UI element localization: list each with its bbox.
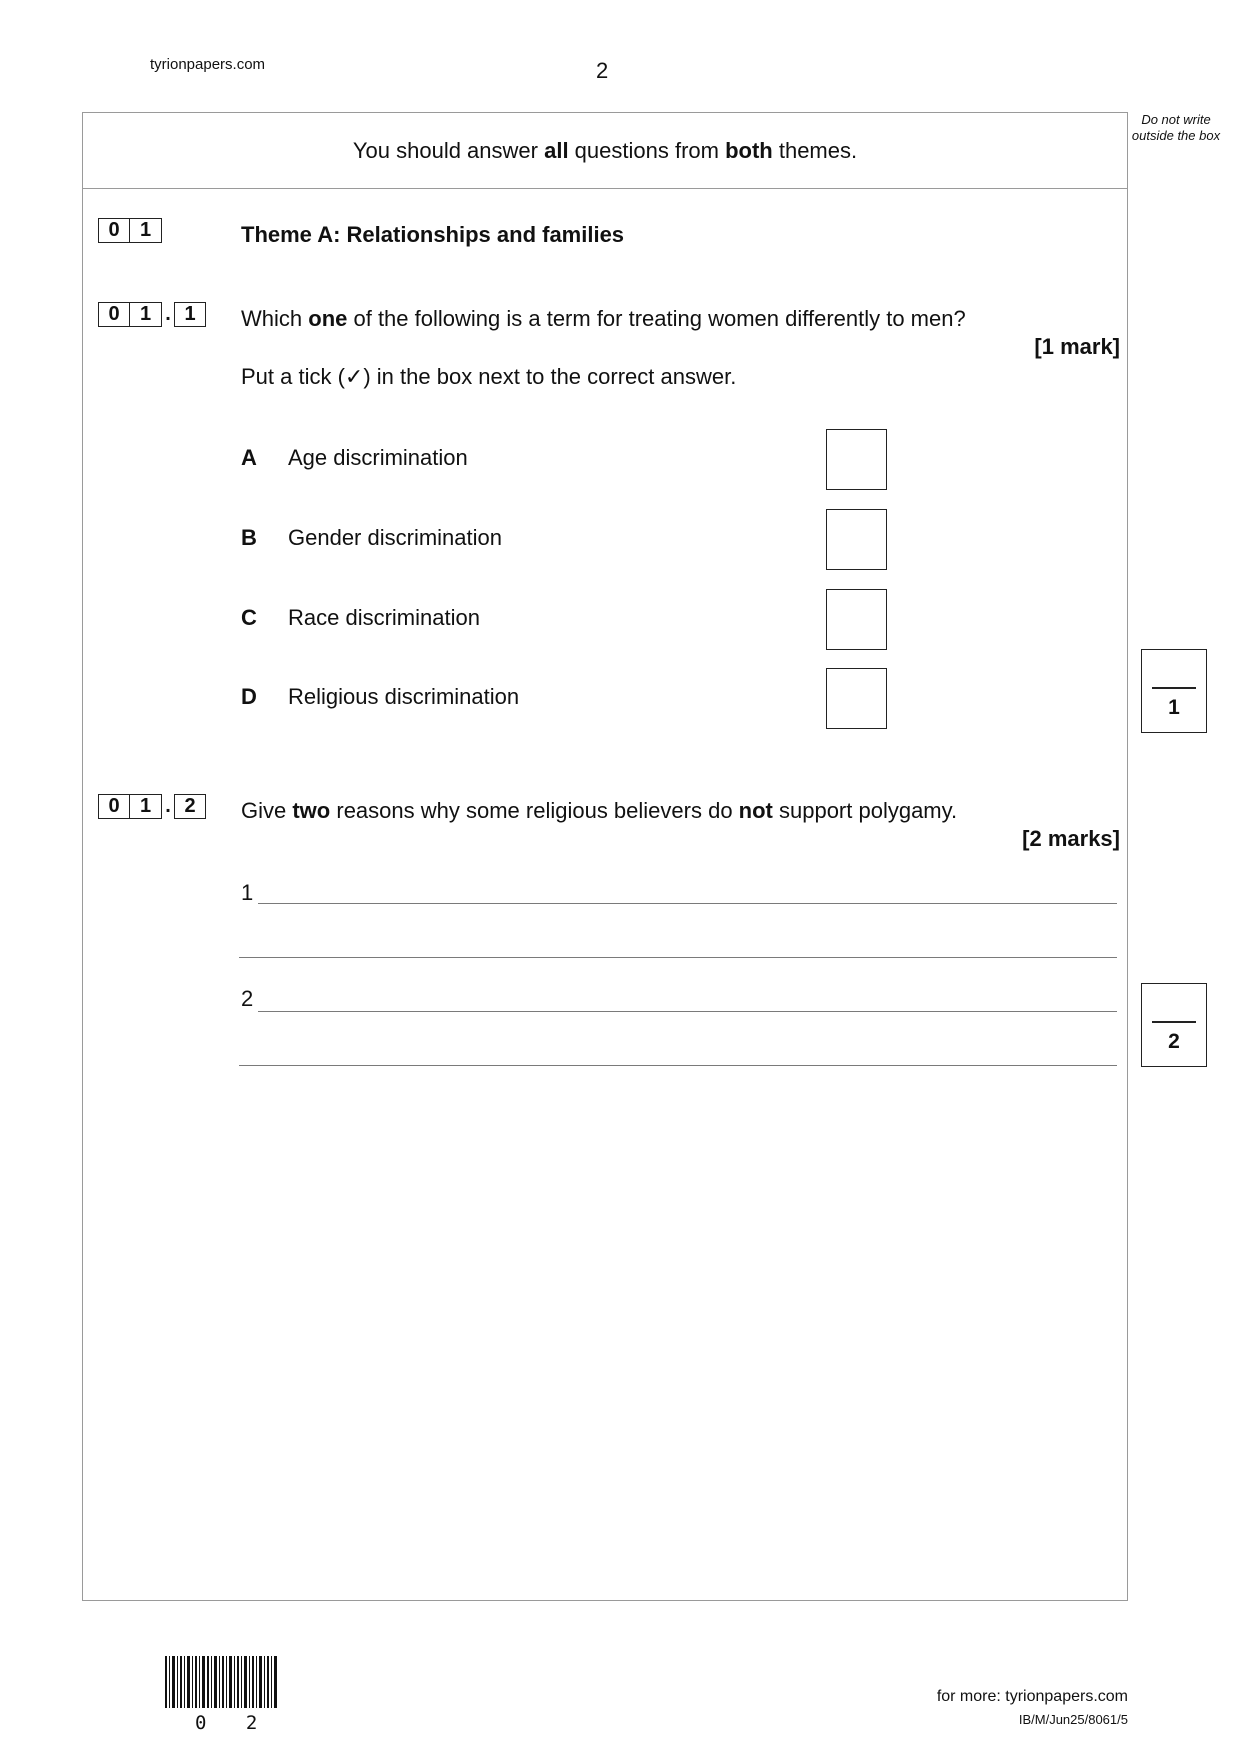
answer-line[interactable] xyxy=(258,1011,1117,1012)
footer-link: for more: tyrionpapers.com xyxy=(936,1688,1128,1705)
margin-note: Do not write outside the box xyxy=(1131,112,1221,143)
mark-box-01-2 xyxy=(1141,983,1207,1067)
tick-box-b[interactable] xyxy=(826,509,887,570)
page-number: 2 xyxy=(596,58,609,83)
marks-label-01-1: [1 mark] xyxy=(1034,334,1120,359)
question-text-part: reasons why some religious believers do xyxy=(330,798,739,823)
question-text-part: Give xyxy=(241,798,293,823)
question-digit: 0 xyxy=(98,302,130,327)
tick-box-d[interactable] xyxy=(826,668,887,729)
barcode xyxy=(165,1656,279,1708)
question-text-bold: one xyxy=(308,306,348,331)
instructions xyxy=(82,138,1128,164)
theme-title: Theme A: Relationships and families xyxy=(241,222,625,247)
barcode-number: 0 2 xyxy=(195,1712,272,1734)
question-text-part: support polygamy. xyxy=(772,798,958,823)
question-digit: 1 xyxy=(130,218,162,243)
option-letter-a: A xyxy=(241,445,257,470)
option-letter-b: B xyxy=(241,525,257,550)
mark-dash xyxy=(1152,1021,1196,1023)
question-text-part: of the following is a term for treating women differently to men? xyxy=(347,306,966,331)
paper-code: IB/M/Jun25/8061/5 xyxy=(1018,1712,1128,1727)
question-digit: 0 xyxy=(98,794,130,819)
question-text-bold: not xyxy=(738,798,773,823)
answer-line[interactable] xyxy=(239,957,1117,958)
answer-line-number-2: 2 xyxy=(241,986,254,1011)
answer-frame xyxy=(82,112,1128,1601)
question-number-01-1 xyxy=(98,302,206,327)
question-digit: 1 xyxy=(130,302,162,327)
question-text-bold: two xyxy=(292,798,331,823)
option-label-d: Religious discrimination xyxy=(288,684,520,709)
question-sub-digit: 2 xyxy=(174,794,206,819)
option-label-a: Age discrimination xyxy=(288,445,468,470)
instructions-pre: You should answer xyxy=(352,138,545,163)
answer-line-number-1: 1 xyxy=(241,880,254,905)
instructions-all: all xyxy=(544,138,569,163)
question-number-01 xyxy=(98,218,162,243)
tick-instruction: Put a tick (✓) in the box next to the correct answer. xyxy=(241,364,737,389)
question-digit: 0 xyxy=(98,218,130,243)
instruction-divider xyxy=(82,188,1128,189)
site-url: tyrionpapers.com xyxy=(150,56,266,73)
question-text-01-2 xyxy=(241,798,957,824)
question-dot: . xyxy=(165,795,171,817)
option-label-b: Gender discrimination xyxy=(288,525,502,550)
tick-box-a[interactable] xyxy=(826,429,887,490)
answer-line[interactable] xyxy=(239,1065,1117,1066)
option-label-c: Race discrimination xyxy=(288,605,480,630)
answer-line[interactable] xyxy=(258,903,1117,904)
instructions-mid: questions from xyxy=(568,138,726,163)
mark-total: 2 xyxy=(1168,1030,1180,1053)
question-sub-digit: 1 xyxy=(174,302,206,327)
marks-label-01-2: [2 marks] xyxy=(1022,826,1120,851)
question-digit: 1 xyxy=(130,794,162,819)
instructions-post: themes. xyxy=(772,138,858,163)
question-dot: . xyxy=(165,303,171,325)
mark-total: 1 xyxy=(1168,696,1180,719)
instructions-both: both xyxy=(725,138,773,163)
question-text-01-1 xyxy=(241,306,966,332)
option-letter-c: C xyxy=(241,605,257,630)
option-letter-d: D xyxy=(241,684,257,709)
question-text-part: Which xyxy=(241,306,309,331)
tick-box-c[interactable] xyxy=(826,589,887,650)
mark-dash xyxy=(1152,687,1196,689)
question-number-01-2 xyxy=(98,794,206,819)
mark-box-01-1 xyxy=(1141,649,1207,733)
